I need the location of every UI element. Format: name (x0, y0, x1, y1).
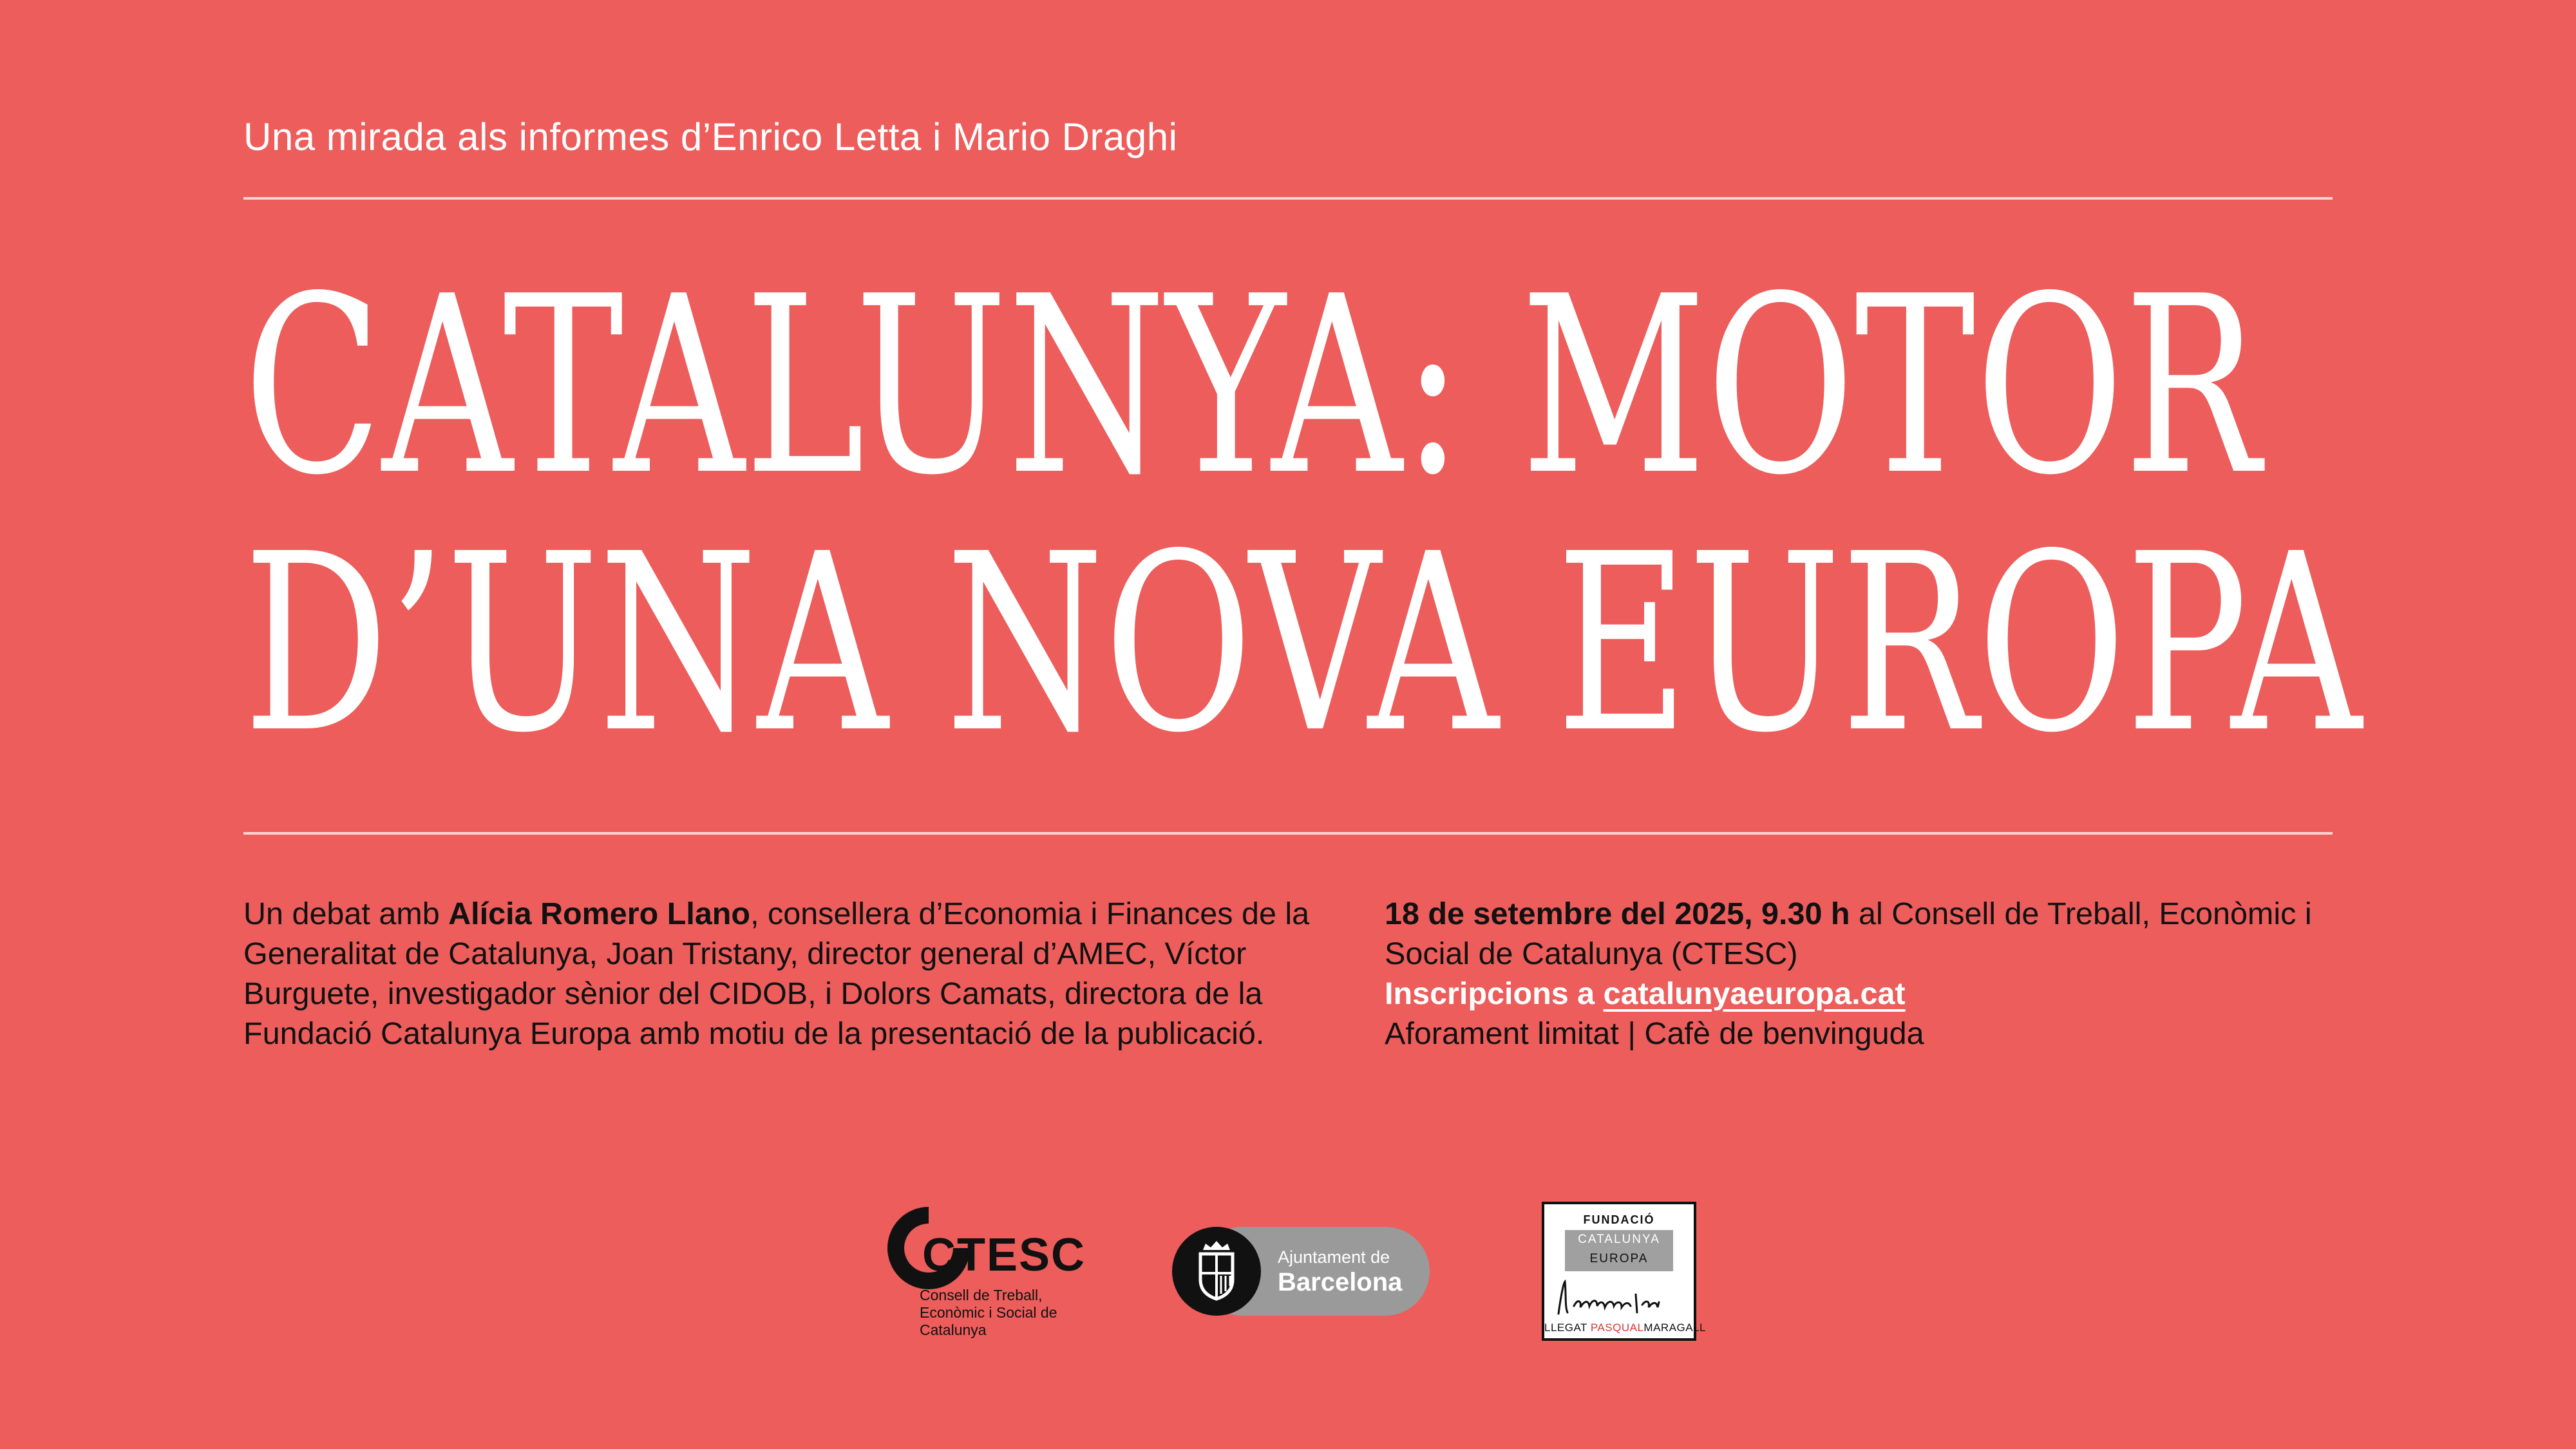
event-date: 18 de setembre del 2025, 9.30 h (1385, 896, 1850, 931)
signature-icon (1552, 1275, 1689, 1320)
fundacio-logo-legacy (1544, 1321, 1707, 1334)
ctesc-subtitle: Consell de Treball, Econòmic i Social de Catalunya (920, 1287, 1057, 1338)
registration-label: Inscripcions a (1385, 976, 1604, 1011)
event-date-venue (1385, 894, 2351, 974)
barcelona-seal-icon (1172, 1227, 1261, 1316)
fundacio-logo-line1: FUNDACIÓ (1583, 1213, 1655, 1226)
legacy-prefix: LLEGAT (1544, 1321, 1591, 1334)
event-venue: al Consell de Treball, Econòmic i Social de Catalunya (CTESC) (1385, 896, 2312, 971)
fundacio-logo-line2: CATALUNYA (1578, 1233, 1660, 1246)
event-subtitle: Una mirada als informes d’Enrico Letta i Mario Draghi (243, 115, 1178, 158)
ctesc-logo (884, 1203, 1090, 1338)
bottom-divider (243, 832, 2333, 835)
top-divider (243, 197, 2333, 200)
registration (1385, 974, 2351, 1014)
legacy-name-red: PASQUAL (1590, 1321, 1644, 1334)
registration-link[interactable]: catalunyaeuropa.cat (1603, 976, 1906, 1011)
event-notes: Aforament limitat | Cafè de benvinguda (1385, 1016, 1924, 1051)
main-title-line-2: D’UNA NOVA EUROPA (243, 501, 2362, 786)
ctesc-name: CTESC (922, 1229, 1086, 1281)
description-intro: Un debat amb (243, 896, 449, 931)
fundacio-logo-line3: EUROPA (1589, 1252, 1649, 1265)
barcelona-logo-line2: Barcelona (1278, 1268, 1403, 1296)
featured-speaker: Alícia Romero Llano (448, 896, 751, 931)
fundacio-catalunya-europa-logo (1542, 1202, 1707, 1341)
main-title-line-1: CATALUNYA: MOTOR (243, 243, 2260, 529)
event-description (243, 894, 1332, 1054)
barcelona-logo-line1: Ajuntament de (1278, 1247, 1390, 1267)
description-rest: , consellera d’Economia i Finances de la Generalitat de Catalunya, Joan Tristany, director general d’AMEC, Víctor Burguete, investigador sènior del CIDOB, i Dolors Camats, directora de la Fundació Catalunya Europa amb motiu de la presentació de la publicació. (243, 896, 1310, 1051)
legacy-surname: MARAGALL (1643, 1321, 1707, 1334)
event-details (1385, 894, 2351, 1054)
barcelona-logo (1172, 1227, 1430, 1316)
